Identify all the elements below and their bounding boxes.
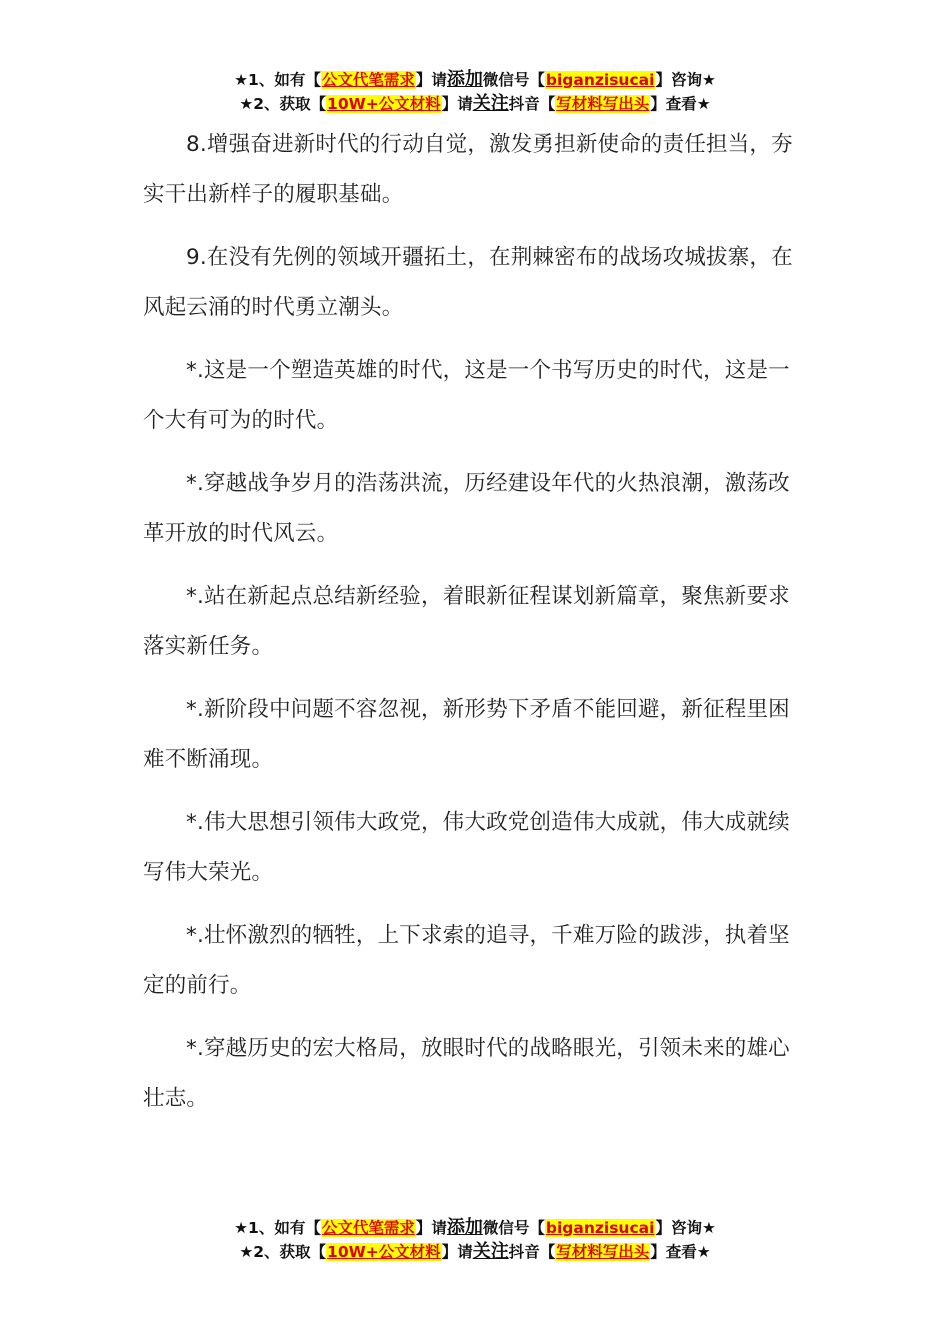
banner-text: ★2、获取【 xyxy=(239,95,327,113)
footer-banner xyxy=(0,1216,950,1264)
paragraph: *.穿越战争岁月的浩荡洪流，历经建设年代的火热浪潮，激荡改革开放的时代风云。 xyxy=(143,471,790,546)
banner-text: 】请 xyxy=(441,95,473,113)
banner-text: 】查看★ xyxy=(650,95,711,113)
banner-emphasis: 关注 xyxy=(472,1241,509,1262)
highlight-materials: 10W+公文材料 xyxy=(327,1243,441,1261)
banner-text: 】请 xyxy=(415,71,447,89)
banner-text: 】请 xyxy=(441,1243,473,1261)
paragraph: 8.增强奋进新时代的行动自觉，激发勇担新使命的责任担当，夯实干出新样子的履职基础。 xyxy=(143,132,793,207)
highlight-service: 公文代笔需求 xyxy=(321,1219,415,1237)
banner-text: 】咨询★ xyxy=(655,1219,716,1237)
header-banner xyxy=(0,68,950,116)
banner-text: 抖音【 xyxy=(508,95,556,113)
banner-emphasis: 关注 xyxy=(472,93,509,114)
banner-line-1 xyxy=(0,1216,950,1240)
banner-text: 】咨询★ xyxy=(655,71,716,89)
paragraph: *.新阶段中问题不容忽视，新形势下矛盾不能回避，新征程里困难不断涌现。 xyxy=(143,697,790,772)
banner-line-1 xyxy=(0,68,950,92)
highlight-wechat-id: biganzisucai xyxy=(545,1219,655,1237)
banner-text: ★2、获取【 xyxy=(239,1243,327,1261)
paragraph: *.这是一个塑造英雄的时代，这是一个书写历史的时代，这是一个大有可为的时代。 xyxy=(143,358,790,433)
banner-text: 抖音【 xyxy=(508,1243,556,1261)
banner-text: ★1、如有【 xyxy=(234,71,321,89)
banner-text: 】请 xyxy=(415,1219,447,1237)
banner-line-2 xyxy=(0,1240,950,1264)
banner-text: 】查看★ xyxy=(650,1243,711,1261)
document-body xyxy=(143,120,811,1137)
highlight-wechat-id: biganzisucai xyxy=(545,71,655,89)
banner-text: 微信号【 xyxy=(482,1219,545,1237)
banner-text: ★1、如有【 xyxy=(234,1219,321,1237)
paragraph: *.伟大思想引领伟大政党，伟大政党创造伟大成就，伟大成就续写伟大荣光。 xyxy=(143,810,790,885)
banner-emphasis: 添加 xyxy=(446,1217,483,1238)
paragraph: *.站在新起点总结新经验，着眼新征程谋划新篇章，聚焦新要求落实新任务。 xyxy=(143,584,790,659)
paragraph: *.穿越历史的宏大格局，放眼时代的战略眼光，引领未来的雄心壮志。 xyxy=(143,1036,790,1111)
highlight-douyin-account: 写材料写出头 xyxy=(556,95,650,113)
banner-text: 微信号【 xyxy=(482,71,545,89)
highlight-materials: 10W+公文材料 xyxy=(327,95,441,113)
paragraph: 9.在没有先例的领域开疆拓土，在荆棘密布的战场攻城拔寨，在风起云涌的时代勇立潮头。 xyxy=(143,245,793,320)
banner-line-2 xyxy=(0,92,950,116)
paragraph: *.壮怀激烈的牺牲，上下求索的追寻，千难万险的跋涉，执着坚定的前行。 xyxy=(143,923,790,998)
highlight-service: 公文代笔需求 xyxy=(321,71,415,89)
banner-emphasis: 添加 xyxy=(446,69,483,90)
highlight-douyin-account: 写材料写出头 xyxy=(556,1243,650,1261)
